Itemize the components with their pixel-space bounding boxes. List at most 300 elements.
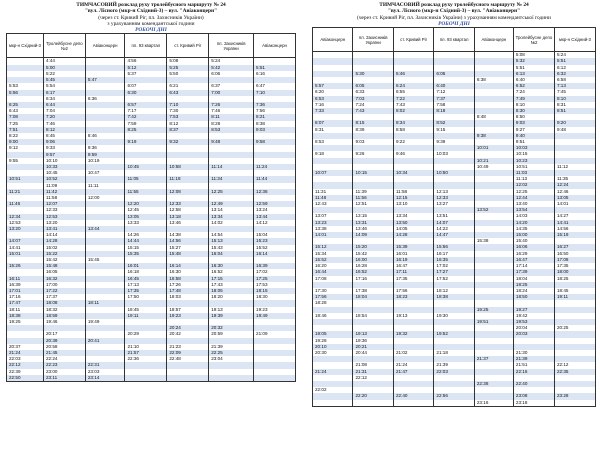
left-column-header: мкр-н Східний-3	[7, 34, 44, 58]
time-cell: 8:46	[85, 133, 125, 139]
time-cell: 20:04	[513, 325, 554, 331]
time-cell: 9:48	[554, 127, 595, 133]
time-cell: 6:17	[43, 90, 85, 96]
time-cell: 21:51	[513, 362, 554, 368]
time-cell: 8:10	[554, 96, 595, 102]
time-cell: 8:15	[353, 120, 393, 126]
time-cell: 7:13	[554, 83, 595, 89]
time-cell: 19:13	[209, 307, 254, 313]
time-cell: 12:25	[209, 189, 254, 195]
time-cell: 15:42	[43, 257, 85, 263]
time-cell: 17:35	[125, 288, 167, 294]
time-cell: 13:27	[434, 201, 474, 207]
time-cell: 12:33	[167, 201, 209, 207]
time-cell: 12:02	[513, 182, 554, 188]
time-cell: 13:38	[313, 226, 353, 232]
left-title-line-2: "вул. Лісного (мкр-н Східний-3) – вул. "Авіаконцерн"	[84, 8, 218, 15]
right-header-row	[313, 28, 596, 52]
time-cell: 11:39	[353, 189, 393, 195]
right-day-type-label: РОБОЧІ ДНІ	[438, 20, 470, 27]
time-cell: 21:37	[474, 356, 513, 362]
time-cell: 11:42	[43, 189, 85, 195]
time-cell: 13:46	[353, 226, 393, 232]
time-cell: 8:21	[254, 114, 296, 120]
time-cell: 10:15	[353, 170, 393, 176]
time-cell: 22:12	[554, 362, 595, 368]
left-column-header: пл. Захисників України	[209, 34, 254, 58]
time-cell: 22:40	[393, 393, 433, 399]
time-cell: 15:23	[254, 238, 296, 244]
time-cell: 19:25	[7, 319, 44, 325]
time-cell: 15:04	[254, 232, 296, 238]
time-cell: 17:14	[513, 263, 554, 269]
time-cell: 8:58	[393, 127, 433, 133]
time-cell: 12:53	[43, 214, 85, 220]
time-cell: 9:26	[353, 151, 393, 157]
time-cell: 21:30	[513, 350, 554, 356]
time-cell	[393, 400, 433, 407]
time-cell: 15:27	[167, 245, 209, 251]
table-row	[313, 400, 596, 407]
time-cell: 19:46	[43, 319, 85, 325]
right-column-header: мкр-н Східний-3	[554, 28, 595, 52]
time-cell: 7:00	[209, 90, 254, 96]
time-cell: 18:11	[7, 307, 44, 313]
time-cell: 20:24	[167, 325, 209, 331]
time-cell: 7:16	[313, 102, 353, 108]
time-cell: 15:34	[313, 251, 353, 257]
time-cell: 18:32	[43, 307, 85, 313]
time-cell: 7:25	[7, 121, 44, 127]
time-cell	[554, 400, 595, 407]
time-cell: 5:50	[167, 71, 209, 77]
time-cell: 16:29	[513, 251, 554, 257]
time-cell: 16:28	[353, 263, 393, 269]
time-cell: 14:44	[125, 238, 167, 244]
time-cell: 17:11	[393, 269, 433, 275]
time-cell: 19:49	[254, 313, 296, 319]
time-cell: 7:51	[7, 127, 44, 133]
time-cell: 13:05	[125, 214, 167, 220]
time-cell: 14:56	[554, 226, 595, 232]
time-cell: 15:42	[353, 251, 393, 257]
time-cell: 19:13	[393, 313, 433, 319]
time-cell: 6:40	[434, 83, 474, 89]
time-cell: 6:43	[167, 90, 209, 96]
time-cell: 19:11	[554, 294, 595, 300]
time-cell: 14:07	[434, 220, 474, 226]
time-cell: 16:32	[43, 276, 85, 282]
time-cell: 8:12	[167, 121, 209, 127]
time-cell: 10:33	[43, 164, 85, 170]
time-cell: 11:05	[125, 176, 167, 182]
time-cell: 7:33	[313, 108, 353, 114]
time-cell: 8:31	[554, 102, 595, 108]
left-column-header: Авіаконцерн	[85, 34, 125, 58]
time-cell: 6:21	[167, 83, 209, 89]
time-cell: 13:20	[43, 220, 85, 226]
time-cell: 16:52	[353, 269, 393, 275]
time-cell: 7:46	[209, 108, 254, 114]
time-cell: 7:42	[125, 114, 167, 120]
time-cell: 21:24	[313, 369, 353, 375]
time-cell: 11:14	[209, 164, 254, 170]
time-cell: 14:47	[434, 232, 474, 238]
time-cell: 12:15	[393, 195, 433, 201]
time-cell: 13:20	[7, 226, 44, 232]
time-cell: 20:41	[85, 338, 125, 344]
time-cell: 16:11	[7, 276, 44, 282]
time-cell: 7:30	[167, 108, 209, 114]
time-cell: 19:23	[254, 307, 296, 313]
time-cell: 5:51	[554, 58, 595, 64]
time-cell: 13:34	[209, 214, 254, 220]
right-schedule-panel	[312, 0, 596, 407]
time-cell: 6:12	[554, 65, 595, 71]
time-cell: 6:05	[434, 71, 474, 77]
time-cell: 22:15	[513, 369, 554, 375]
time-cell	[313, 52, 353, 59]
time-cell: 15:12	[313, 244, 353, 250]
time-cell: 6:53	[313, 96, 353, 102]
time-cell: 20:21	[353, 344, 393, 350]
time-cell	[254, 375, 296, 382]
time-cell: 5:00	[43, 65, 85, 71]
time-cell: 11:35	[554, 176, 595, 182]
time-cell: 10:07	[313, 170, 353, 176]
time-cell: 10:45	[125, 164, 167, 170]
time-cell: 16:01	[125, 263, 167, 269]
time-cell: 8:51	[554, 108, 595, 114]
time-cell: 15:52	[254, 245, 296, 251]
left-column-header: пл. 93 квартал	[125, 34, 167, 58]
time-cell: 7:22	[393, 96, 433, 102]
time-cell: 7:45	[554, 89, 595, 95]
time-cell: 14:01	[313, 232, 353, 238]
time-cell: 9:22	[393, 139, 433, 145]
time-cell: 8:45	[43, 133, 85, 139]
time-cell: 13:44	[254, 214, 296, 220]
right-title-line-3: (через ст. Кривий Ріг, пл. Захисників України) з урахуванням комендантської години	[357, 14, 551, 21]
time-cell: 10:01	[474, 145, 513, 151]
time-cell: 9:12	[7, 145, 44, 151]
time-cell: 5:30	[353, 71, 393, 77]
time-cell: 19:25	[474, 307, 513, 313]
time-cell: 16:14	[167, 263, 209, 269]
time-cell: 19:42	[513, 313, 554, 319]
time-cell: 15:48	[167, 251, 209, 257]
time-cell: 13:40	[513, 201, 554, 207]
time-cell: 20:03	[513, 331, 554, 337]
time-cell: 20:58	[43, 344, 85, 350]
time-cell: 18:04	[513, 276, 554, 282]
time-cell: 16:58	[167, 276, 209, 282]
time-cell: 7:37	[434, 96, 474, 102]
table-row	[313, 52, 596, 59]
time-cell	[393, 52, 433, 59]
time-cell: 8:30	[513, 108, 554, 114]
time-cell: 7:24	[513, 89, 554, 95]
time-cell: 20:39	[43, 338, 85, 344]
time-cell: 6:58	[554, 77, 595, 83]
time-cell: 10:03	[513, 145, 554, 151]
time-cell: 19:32	[393, 331, 433, 337]
time-cell: 22:23	[43, 362, 85, 368]
time-cell: 22:31	[85, 362, 125, 368]
left-header-row	[7, 34, 296, 58]
time-cell: 8:10	[513, 102, 554, 108]
time-cell: 12:59	[254, 201, 296, 207]
time-cell: 20:44	[353, 350, 393, 356]
left-table-body	[7, 58, 296, 382]
time-cell: 23:04	[209, 356, 254, 362]
time-cell: 22:56	[434, 393, 474, 399]
time-cell: 14:38	[167, 232, 209, 238]
time-cell: 15:40	[513, 238, 554, 244]
time-cell: 5:24	[554, 52, 595, 59]
time-cell: 21:47	[393, 369, 433, 375]
time-cell: 9:18	[313, 151, 353, 157]
left-column-header: ст. Кривий Ріг	[167, 34, 209, 58]
time-cell: 22:39	[7, 369, 44, 375]
time-cell: 17:30	[313, 288, 353, 294]
time-cell: 18:08	[43, 300, 85, 306]
time-cell: 22:03	[434, 369, 474, 375]
time-cell: 7:20	[43, 114, 85, 120]
time-cell: 11:48	[313, 195, 353, 201]
time-cell: 14:35	[513, 226, 554, 232]
time-cell: 13:05	[554, 195, 595, 201]
time-cell: 17:52	[434, 276, 474, 282]
time-cell: 17:22	[43, 288, 85, 294]
time-cell: 9:20	[554, 120, 595, 126]
time-cell	[313, 400, 353, 407]
time-cell: 23:18	[513, 400, 554, 407]
time-cell: 19:52	[434, 331, 474, 337]
time-cell: 11:44	[254, 176, 296, 182]
time-cell: 23:00	[43, 369, 85, 375]
time-cell: 9:15	[434, 127, 474, 133]
time-cell: 21:08	[353, 362, 393, 368]
time-cell: 9:36	[85, 145, 125, 151]
time-cell: 11:21	[7, 189, 44, 195]
time-cell: 7:46	[43, 121, 85, 127]
time-cell: 22:09	[167, 350, 209, 356]
time-cell: 9:27	[513, 127, 554, 133]
time-cell: 13:31	[353, 220, 393, 226]
time-cell: 23:28	[554, 393, 595, 399]
time-cell: 21:23	[167, 344, 209, 350]
time-cell: 20:37	[7, 344, 44, 350]
time-cell: 16:30	[209, 263, 254, 269]
time-cell: 18:03	[167, 294, 209, 300]
time-cell: 10:51	[513, 164, 554, 170]
time-cell: 22:36	[125, 356, 167, 362]
time-cell: 22:25	[209, 350, 254, 356]
time-cell: 21:39	[513, 356, 554, 362]
time-cell: 6:40	[513, 77, 554, 83]
time-cell: 12:36	[254, 189, 296, 195]
time-cell: 15:52	[313, 257, 353, 263]
table-row	[7, 58, 296, 65]
time-cell: 11:34	[209, 176, 254, 182]
time-cell: 8:53	[209, 127, 254, 133]
time-cell: 22:02	[313, 387, 353, 393]
time-cell: 5:12	[125, 65, 167, 71]
time-cell: 23:08	[513, 393, 554, 399]
time-cell: 4:56	[125, 58, 167, 65]
time-cell: 15:43	[209, 245, 254, 251]
time-cell: 22:12	[353, 375, 393, 381]
time-cell: 6:44	[43, 102, 85, 108]
time-cell: 13:46	[167, 220, 209, 226]
time-cell: 5:47	[85, 77, 125, 83]
time-cell: 12:24	[554, 182, 595, 188]
time-cell: 16:17	[434, 251, 474, 257]
time-cell: 8:52	[434, 120, 474, 126]
time-cell: 6:30	[125, 90, 167, 96]
time-cell: 10:45	[43, 170, 85, 176]
time-cell	[474, 52, 513, 59]
time-cell: 15:15	[125, 245, 167, 251]
time-cell: 17:25	[254, 276, 296, 282]
time-cell: 5:42	[209, 65, 254, 71]
time-cell: 19:13	[353, 331, 393, 337]
time-cell: 6:47	[254, 83, 296, 89]
time-cell: 18:11	[85, 300, 125, 306]
time-cell: 7:08	[7, 114, 44, 120]
time-cell	[85, 58, 125, 65]
time-cell: 5:08	[513, 52, 554, 59]
time-cell: 5:25	[167, 65, 209, 71]
time-cell: 7:36	[254, 102, 296, 108]
time-cell: 17:43	[209, 282, 254, 288]
time-cell	[434, 400, 474, 407]
time-cell: 4:44	[43, 58, 85, 65]
time-cell: 6:25	[7, 102, 44, 108]
time-cell: 11:09	[43, 183, 85, 189]
time-cell: 6:33	[353, 89, 393, 95]
time-cell: 14:26	[125, 232, 167, 238]
time-cell	[167, 375, 209, 382]
time-cell: 18:25	[554, 276, 595, 282]
right-table-body	[313, 52, 596, 407]
right-column-header: ст. Кривий Ріг	[393, 28, 433, 52]
time-cell: 7:10	[167, 102, 209, 108]
time-cell: 18:57	[167, 307, 209, 313]
time-cell: 12:13	[434, 189, 474, 195]
right-title-line-2: "вул. Лісного (мкр-н Східний-3) – вул. "Авіаконцерн"	[387, 8, 521, 15]
time-cell: 7:26	[209, 102, 254, 108]
left-column-header: Авіаконцерн	[254, 34, 296, 58]
time-cell: 19:11	[125, 313, 167, 319]
time-cell: 13:41	[43, 226, 85, 232]
time-cell: 22:03	[7, 356, 44, 362]
time-cell: 13:52	[474, 207, 513, 213]
time-cell: 13:44	[85, 226, 125, 232]
time-cell: 12:34	[7, 214, 44, 220]
time-cell: 14:54	[209, 232, 254, 238]
time-cell: 16:47	[513, 257, 554, 263]
time-cell: 16:47	[393, 263, 433, 269]
time-cell: 8:11	[209, 114, 254, 120]
time-cell: 20:59	[209, 331, 254, 337]
time-cell: 9:40	[513, 133, 554, 139]
left-column-header: Тролейбусне депо №2	[43, 34, 85, 58]
time-cell: 8:22	[7, 133, 44, 139]
time-cell: 16:52	[209, 269, 254, 275]
time-cell: 20:32	[209, 325, 254, 331]
time-cell: 8:07	[313, 120, 353, 126]
left-schedule-table	[6, 33, 296, 382]
time-cell: 17:16	[353, 276, 393, 282]
time-cell: 9:03	[254, 127, 296, 133]
time-cell: 14:09	[353, 232, 393, 238]
time-cell: 7:53	[167, 114, 209, 120]
time-cell: 10:10	[43, 158, 85, 164]
right-column-header: Тролейбусне депо №2	[513, 28, 554, 52]
time-cell: 14:41	[554, 220, 595, 226]
time-cell: 5:08	[167, 58, 209, 65]
time-cell: 14:07	[7, 238, 44, 244]
time-cell: 17:35	[393, 276, 433, 282]
time-cell: 17:27	[434, 269, 474, 275]
time-cell: 18:00	[554, 269, 595, 275]
time-cell: 5:57	[313, 83, 353, 89]
time-cell: 18:30	[254, 294, 296, 300]
time-cell: 15:48	[43, 263, 85, 269]
time-cell: 8:48	[474, 114, 513, 120]
time-cell: 18:59	[43, 313, 85, 319]
time-cell: 7:43	[353, 108, 393, 114]
time-cell: 15:35	[125, 251, 167, 257]
time-cell: 19:39	[209, 313, 254, 319]
time-cell: 9:48	[209, 139, 254, 145]
time-cell: 21:24	[393, 362, 433, 368]
time-cell: 12:07	[43, 201, 85, 207]
time-cell: 14:01	[554, 201, 595, 207]
right-schedule-table	[312, 27, 596, 407]
time-cell: 15:39	[393, 244, 433, 250]
time-cell: 18:05	[209, 288, 254, 294]
time-cell: 19:27	[513, 307, 554, 313]
time-cell: 16:45	[125, 276, 167, 282]
time-cell: 10:03	[434, 151, 474, 157]
time-cell: 10:50	[434, 170, 474, 176]
time-cell: 5:32	[513, 58, 554, 64]
time-cell: 17:08	[313, 276, 353, 282]
time-cell: 20:25	[554, 325, 595, 331]
time-cell: 9:39	[434, 139, 474, 145]
time-cell: 18:24	[513, 288, 554, 294]
time-cell: 6:43	[7, 108, 44, 114]
time-cell: 19:36	[353, 338, 393, 344]
time-cell: 6:52	[513, 83, 554, 89]
time-cell: 15:56	[434, 244, 474, 250]
right-column-header: пл. 93 квартал	[434, 28, 474, 52]
table-row	[7, 375, 296, 382]
time-cell: 8:18	[434, 108, 474, 114]
time-cell: 10:51	[7, 176, 44, 182]
time-cell: 22:12	[7, 362, 44, 368]
time-cell: 17:39	[513, 269, 554, 275]
time-cell: 16:30	[167, 269, 209, 275]
left-title-line-3: (через ст. Кривий Ріг, пл. Захисників України)	[98, 14, 204, 21]
time-cell: 9:19	[125, 139, 167, 145]
time-cell: 22:50	[7, 375, 44, 382]
time-cell: 18:50	[513, 294, 554, 300]
time-cell: 6:55	[393, 89, 433, 95]
